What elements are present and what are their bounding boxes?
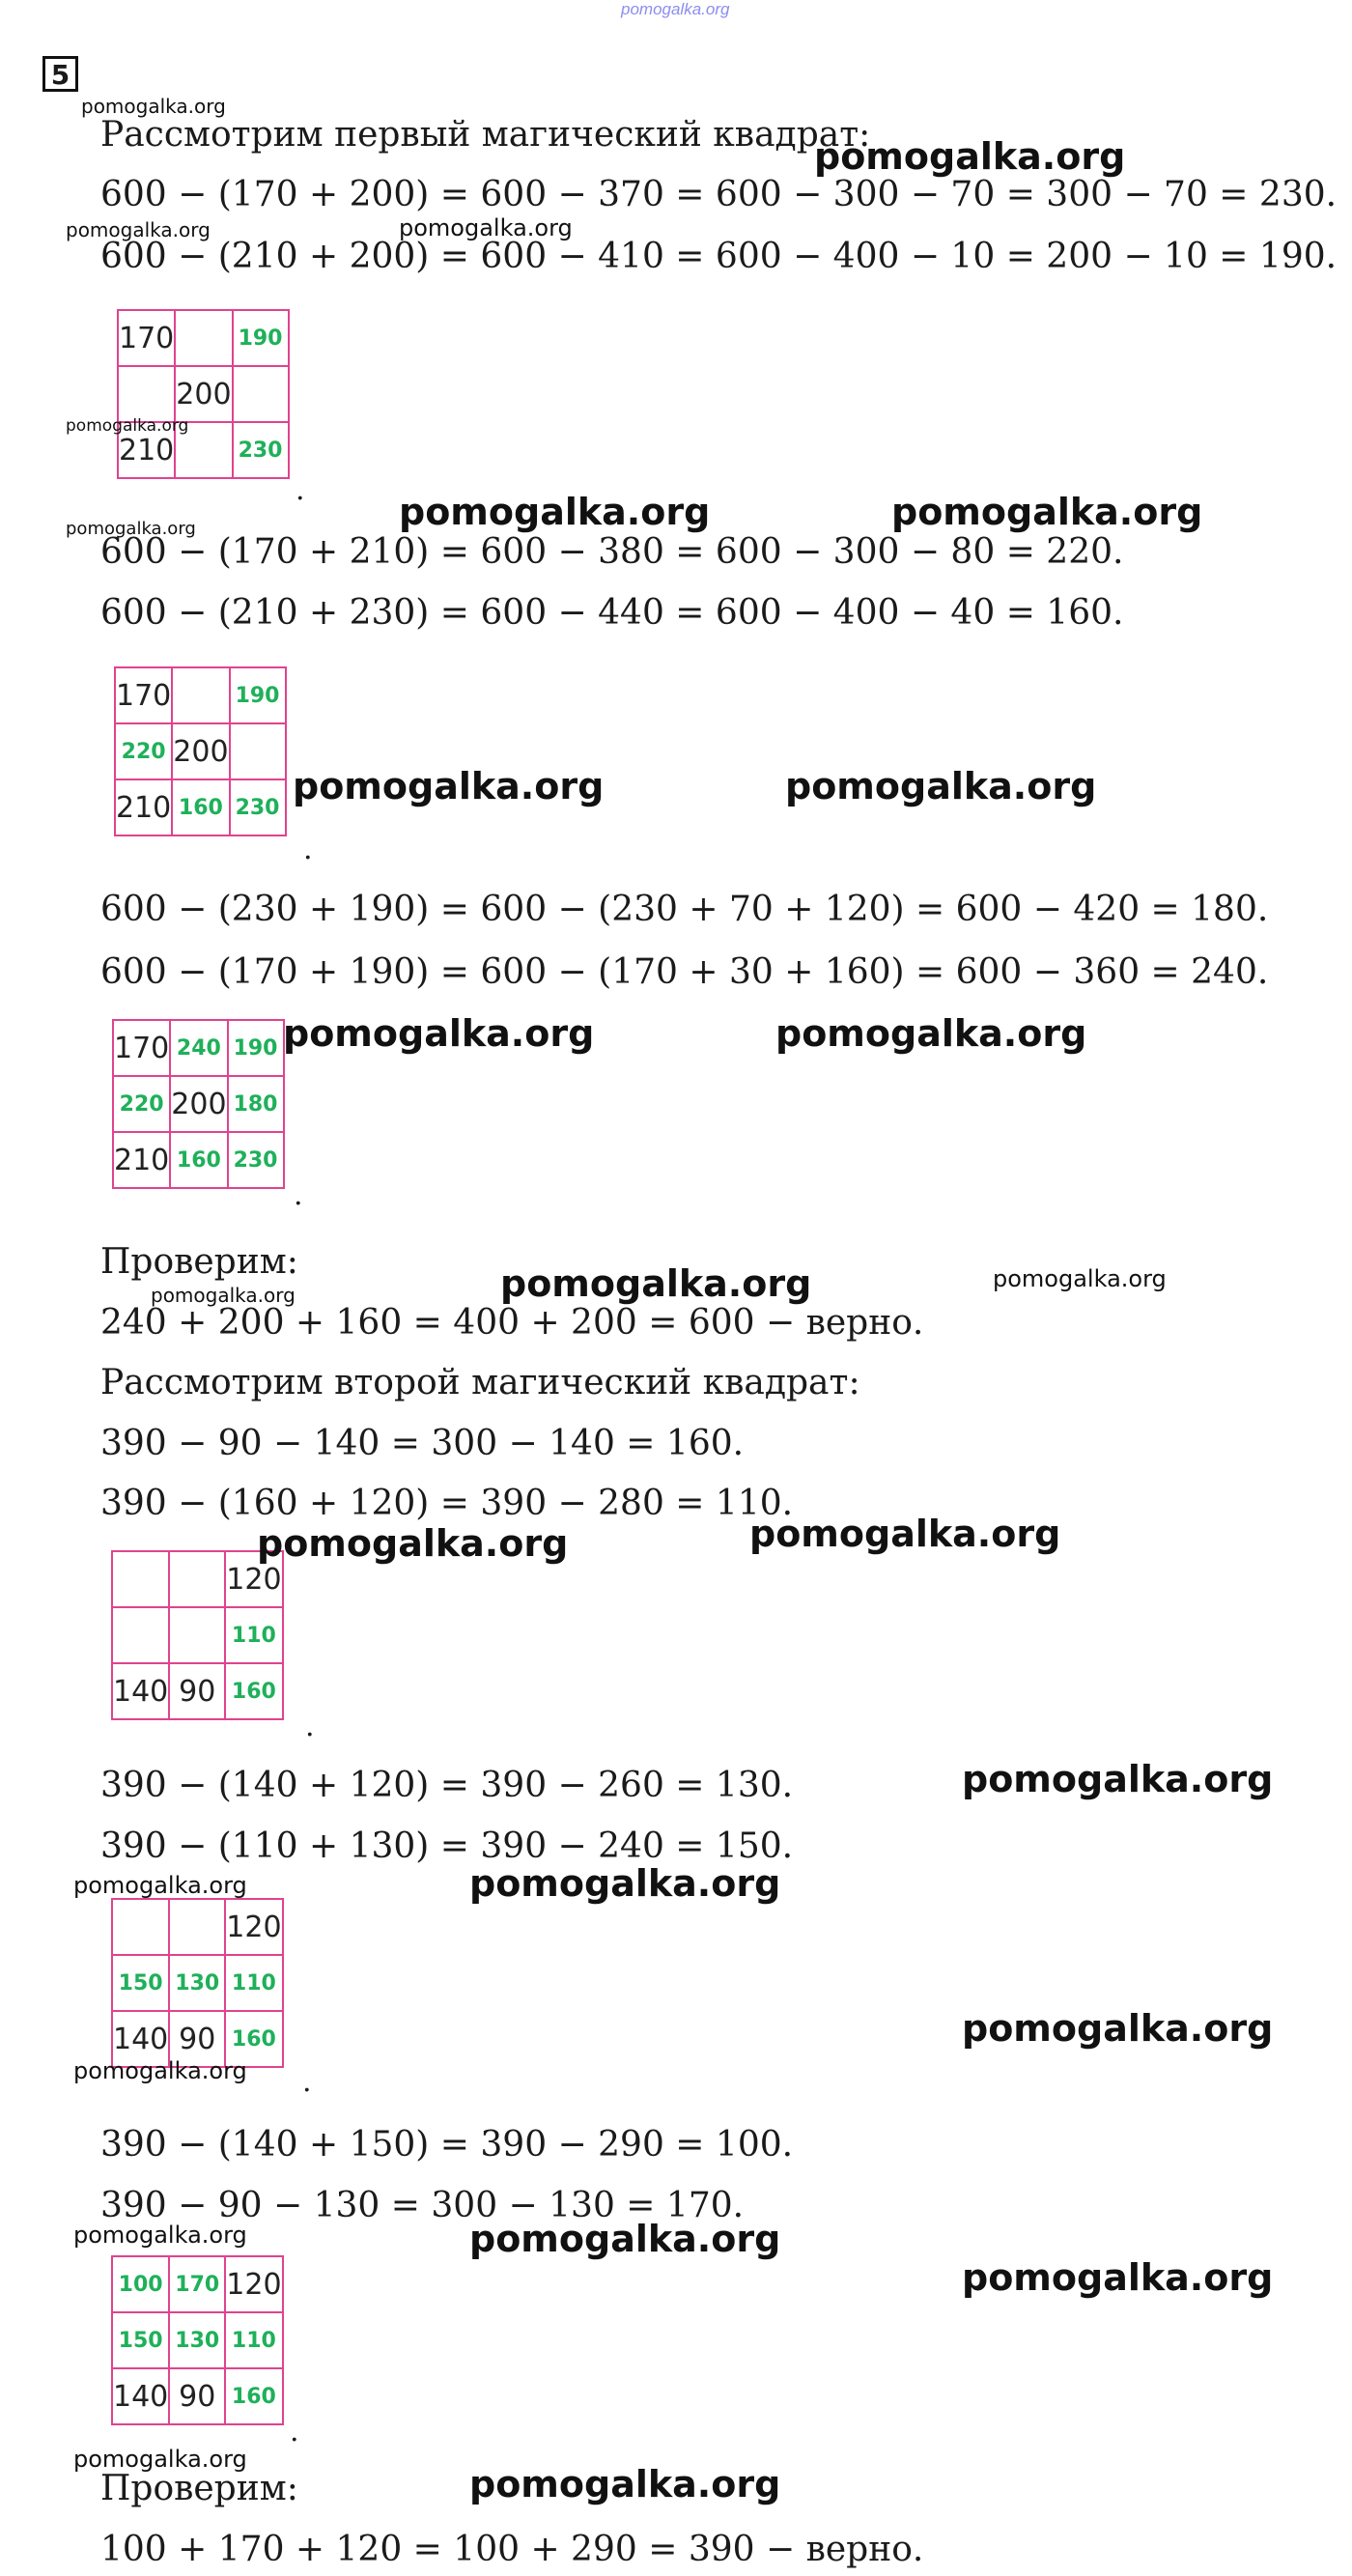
equation-line: 390 − (140 + 120) = 390 − 260 = 130. xyxy=(100,1766,794,1805)
square-cell xyxy=(112,1551,169,1607)
square-cell: 120 xyxy=(225,1899,282,1955)
equation-line: 390 − 90 − 140 = 300 − 140 = 160. xyxy=(100,1424,745,1463)
watermark: pomogalka.org xyxy=(469,1862,781,1905)
square-cell: 90 xyxy=(169,1663,225,1719)
square-row xyxy=(112,1663,283,1719)
square-cell: 210 xyxy=(113,1132,170,1188)
watermark: pomogalka.org xyxy=(775,1012,1087,1055)
period-mark: . xyxy=(302,2065,312,2099)
square-cell xyxy=(172,667,229,723)
watermark: pomogalka.org xyxy=(66,519,196,539)
equation-line: 600 − (210 + 200) = 600 − 410 = 600 − 400 − 10 = 200 − 10 = 190. xyxy=(100,237,1338,276)
square-row xyxy=(112,2368,283,2424)
equation-line: 600 − (170 + 190) = 600 − (170 + 30 + 160) = 600 − 360 = 240. xyxy=(100,952,1269,992)
square-cell: 170 xyxy=(118,310,175,366)
square-cell: 170 xyxy=(115,667,172,723)
square-cell: 130 xyxy=(169,2312,225,2368)
magic-square-1-step-2 xyxy=(114,666,287,836)
square-cell: 230 xyxy=(230,779,286,835)
watermark: pomogalka.org xyxy=(81,95,226,118)
watermark: pomogalka.org xyxy=(469,2463,781,2505)
period-mark: . xyxy=(305,1710,315,1743)
square-cell: 170 xyxy=(113,1020,170,1076)
watermark: pomogalka.org xyxy=(749,1513,1061,1555)
square-cell: 160 xyxy=(225,2011,282,2067)
square-cell: 230 xyxy=(233,422,289,478)
magic-square-2-step-3 xyxy=(111,2255,284,2425)
watermark: pomogalka.org xyxy=(73,2057,247,2084)
check-line: 240 + 200 + 160 = 400 + 200 = 600 − верно. xyxy=(100,1303,924,1343)
heading-first-square: Рассмотрим первый магический квадрат: xyxy=(100,115,871,155)
square-row xyxy=(112,2312,283,2368)
square-cell: 190 xyxy=(233,310,289,366)
square-cell: 160 xyxy=(172,779,229,835)
square-cell xyxy=(118,366,175,422)
square-row xyxy=(115,779,286,835)
magic-square-2-step-1 xyxy=(111,1550,284,1720)
watermark: pomogalka.org xyxy=(151,1284,296,1307)
square-cell: 240 xyxy=(170,1020,227,1076)
square-cell: 130 xyxy=(169,1955,225,2011)
period-mark: . xyxy=(294,1178,303,1212)
watermark: pomogalka.org xyxy=(73,2222,247,2249)
square-cell: 140 xyxy=(112,2368,169,2424)
equation-line: 390 − (110 + 130) = 390 − 240 = 150. xyxy=(100,1826,794,1866)
watermark: pomogalka.org xyxy=(257,1522,569,1565)
watermark: pomogalka.org xyxy=(283,1012,595,1055)
square-cell xyxy=(112,1607,169,1663)
square-cell: 110 xyxy=(225,1607,282,1663)
watermark: pomogalka.org xyxy=(785,765,1097,807)
square-row xyxy=(115,667,286,723)
square-cell: 230 xyxy=(228,1132,284,1188)
square-cell: 220 xyxy=(115,723,172,779)
watermark: pomogalka.org xyxy=(66,416,189,436)
square-cell: 140 xyxy=(112,2011,169,2067)
watermark: pomogalka.org xyxy=(469,2218,781,2260)
watermark: pomogalka.org xyxy=(993,1265,1167,1292)
square-row xyxy=(113,1076,284,1132)
square-cell xyxy=(230,723,286,779)
equation-line: 390 − 90 − 130 = 300 − 130 = 170. xyxy=(100,2186,745,2225)
square-row xyxy=(115,723,286,779)
square-cell: 110 xyxy=(225,2312,282,2368)
square-cell: 200 xyxy=(172,723,229,779)
square-row xyxy=(112,1607,283,1663)
watermark: pomogalka.org xyxy=(293,765,605,807)
square-row xyxy=(113,1020,284,1076)
square-cell: 210 xyxy=(118,422,175,478)
square-cell: 210 xyxy=(115,779,172,835)
square-row xyxy=(118,366,289,422)
watermark: pomogalka.org xyxy=(962,2256,1274,2299)
heading-second-square: Рассмотрим второй магический квадрат: xyxy=(100,1363,860,1402)
watermark: pomogalka.org xyxy=(66,218,211,241)
square-cell xyxy=(233,366,289,422)
square-cell: 140 xyxy=(112,1663,169,1719)
equation-line: 600 − (170 + 200) = 600 − 370 = 600 − 300 − 70 = 300 − 70 = 230. xyxy=(100,175,1338,214)
check-heading: Проверим: xyxy=(100,1242,298,1282)
square-cell: 160 xyxy=(225,2368,282,2424)
square-cell xyxy=(169,1607,225,1663)
equation-line: 600 − (170 + 210) = 600 − 380 = 600 − 300 − 80 = 220. xyxy=(100,532,1124,572)
square-cell: 100 xyxy=(112,2256,169,2312)
watermark: pomogalka.org xyxy=(399,491,711,533)
period-mark: . xyxy=(296,473,305,507)
watermark: pomogalka.org xyxy=(73,1872,247,1899)
square-cell: 90 xyxy=(169,2368,225,2424)
square-cell xyxy=(112,1899,169,1955)
watermark: pomogalka.org xyxy=(962,1758,1274,1800)
square-row xyxy=(112,1955,283,2011)
equation-line: 600 − (230 + 190) = 600 − (230 + 70 + 120) = 600 − 420 = 180. xyxy=(100,890,1269,929)
period-mark: . xyxy=(303,833,313,866)
square-cell xyxy=(169,1551,225,1607)
watermark: pomogalka.org xyxy=(962,2007,1274,2050)
square-cell: 120 xyxy=(225,2256,282,2312)
watermark: pomogalka.org xyxy=(73,2446,247,2473)
equation-line: 600 − (210 + 230) = 600 − 440 = 600 − 400 − 40 = 160. xyxy=(100,593,1124,633)
square-cell: 170 xyxy=(169,2256,225,2312)
square-row xyxy=(113,1132,284,1188)
square-cell: 220 xyxy=(113,1076,170,1132)
site-mark-top: pomogalka.org xyxy=(621,0,730,18)
square-cell: 190 xyxy=(228,1020,284,1076)
square-row xyxy=(112,1899,283,1955)
magic-square-2-step-2 xyxy=(111,1898,284,2068)
check-line: 100 + 170 + 120 = 100 + 290 = 390 − верно. xyxy=(100,2530,924,2569)
magic-square-1-step-1 xyxy=(117,309,290,479)
watermark: pomogalka.org xyxy=(814,135,1126,178)
square-cell xyxy=(169,1899,225,1955)
task-number-box: 5 xyxy=(42,56,78,92)
square-cell: 180 xyxy=(228,1076,284,1132)
period-mark: . xyxy=(290,2415,299,2449)
square-cell: 200 xyxy=(175,366,232,422)
magic-square-1-step-3 xyxy=(112,1019,285,1189)
square-cell: 120 xyxy=(225,1551,282,1607)
square-cell: 110 xyxy=(225,1955,282,2011)
square-cell: 160 xyxy=(225,1663,282,1719)
check-heading: Проверим: xyxy=(100,2469,298,2508)
square-cell: 150 xyxy=(112,1955,169,2011)
square-row xyxy=(118,310,289,366)
equation-line: 390 − (140 + 150) = 390 − 290 = 100. xyxy=(100,2125,794,2165)
square-cell xyxy=(175,310,232,366)
square-cell: 90 xyxy=(169,2011,225,2067)
square-cell: 200 xyxy=(170,1076,227,1132)
watermark: pomogalka.org xyxy=(500,1262,812,1305)
square-cell: 190 xyxy=(230,667,286,723)
watermark: pomogalka.org xyxy=(891,491,1203,533)
square-row xyxy=(112,2256,283,2312)
square-cell: 150 xyxy=(112,2312,169,2368)
watermark: pomogalka.org xyxy=(399,214,573,241)
equation-line: 390 − (160 + 120) = 390 − 280 = 110. xyxy=(100,1484,794,1523)
square-cell: 160 xyxy=(170,1132,227,1188)
